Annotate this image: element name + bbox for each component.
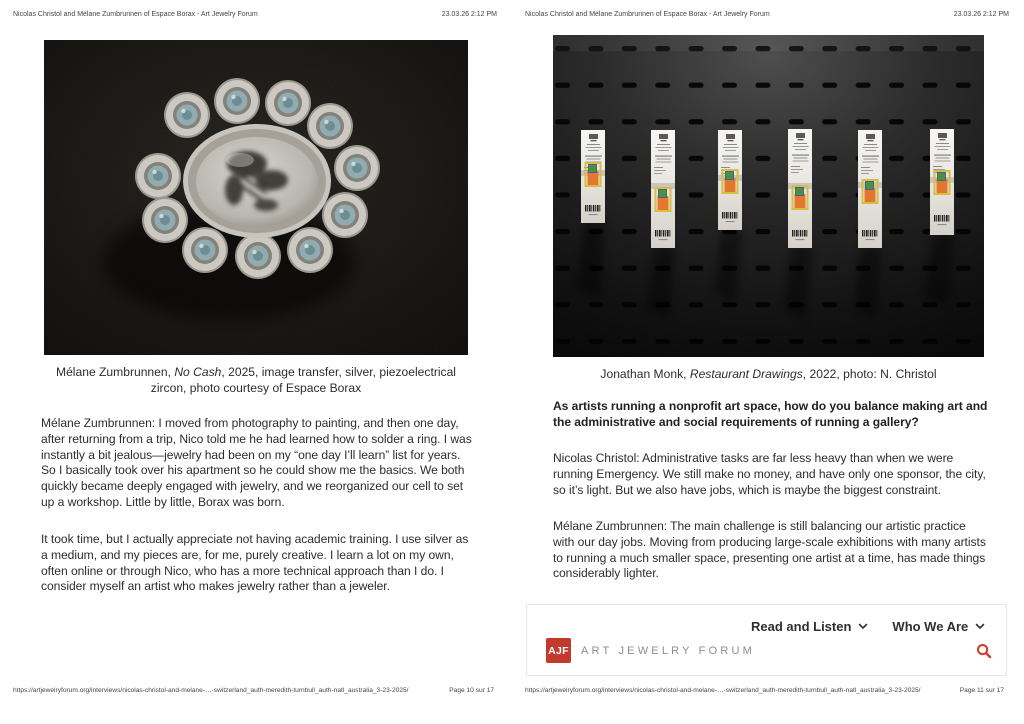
caption-details: , 2025, image transfer, silver, piezoelectrical zircon, photo courtesy of Espace Borax: [150, 365, 456, 395]
timestamp: 23.03.26 2:12 PM: [953, 11, 1009, 18]
ajf-logo-text: ART JEWELRY FORUM: [581, 644, 755, 657]
receipt-2: [651, 130, 675, 248]
nav-read-and-listen[interactable]: [751, 619, 868, 634]
paragraph-melane-1: Mélane Zumbrunnen: I moved from photography to painting, and then one day, after returning from a trip, Nico told me he had learned how to solder a ring. I was instantly a bit jealous—jewelry had been on my “one day I’ll learn” list for years. So I basically took over his apartment so he could show me the basics. We both quickly became deeply engaged with jewelry, and we reorganized our cell to set up a workshop. Little by little, Borax was born.: [41, 416, 472, 509]
brooch-photo-svg: [44, 40, 468, 355]
ajf-logo-mark: AJF: [546, 638, 571, 663]
chevron-down-icon: [858, 623, 868, 630]
receipt-4: [788, 129, 812, 248]
paragraph-melane-3: Mélane Zumbrunnen: The main challenge is still balancing our artistic practice with our day jobs. Moving from producing large-scale exhibitions with many artists to running a much smaller space, presenting one artist at a time, has made things considerably lighter.: [553, 519, 986, 581]
caption-left: [44, 364, 468, 396]
nav-who-we-are[interactable]: [892, 619, 985, 634]
nav-who-we-are-label: Who We Are: [892, 619, 969, 634]
page-header: [13, 11, 497, 18]
document-title: Nicolas Christol and Mélane Zumbrunnen of Espace Borax - Art Jewelry Forum: [525, 11, 770, 18]
receipts-photo: [553, 35, 984, 357]
page-number: Page 10 sur 17: [449, 687, 494, 694]
receipts-photo-svg: [553, 35, 984, 357]
caption-title: No Cash: [174, 365, 222, 379]
nav-read-and-listen-label: Read and Listen: [751, 619, 852, 634]
search-icon: [976, 643, 992, 659]
paragraph-melane-2: It took time, but I actually appreciate not having academic training. I use silver as a medium, and my pieces are, for me, purely creative. I learn a lot on my own, often online or through Nico, who has a more technical approach than I do. I consider myself an artist who makes jewelry rather than a jeweler.: [41, 532, 469, 594]
chevron-down-icon: [975, 623, 985, 630]
site-logo[interactable]: [546, 638, 755, 663]
search-button[interactable]: [975, 643, 993, 661]
source-url: https://artjewelryforum.org/interviews/nicolas-christol-and-melane-…-switzerland_auth-meredith-turnbull_auth-natl_australia_3-23-2025/: [13, 687, 409, 694]
caption-artist: Jonathan Monk,: [600, 367, 690, 381]
caption-details: , 2022, photo: N. Christol: [802, 367, 937, 381]
paragraph-nicolas: Nicolas Christol: Administrative tasks are far less heavy than when we were running Emergency. We still make no money, and have only one sponsor, the city, so it’s light. But we also have jobs, which is maybe the biggest constraint.: [553, 451, 986, 497]
page-11: [512, 0, 1024, 724]
receipt-1: [581, 130, 605, 223]
page-header: [525, 11, 1009, 18]
page-number: Page 11 sur 17: [959, 687, 1004, 694]
caption-title: Restaurant Drawings: [689, 367, 803, 381]
receipt-5: [858, 130, 882, 248]
receipt-3: [718, 130, 742, 230]
page-footer: [13, 687, 494, 694]
timestamp: 23.03.26 2:12 PM: [441, 11, 497, 18]
receipt-6: [930, 129, 954, 235]
page-footer: [525, 687, 1004, 694]
site-footer-band: [526, 604, 1007, 676]
site-nav: [751, 619, 985, 634]
source-url: https://artjewelryforum.org/interviews/nicolas-christol-and-melane-…-switzerland_auth-meredith-turnbull_auth-natl_australia_3-23-2025/: [525, 687, 921, 694]
interview-question: As artists running a nonprofit art space, how do you balance making art and the administrative and social requirements of running a gallery?: [553, 399, 988, 429]
brooch-photo: [44, 40, 468, 355]
caption-artist: Mélane Zumbrunnen,: [56, 365, 175, 379]
caption-right: [553, 366, 984, 382]
document-title: Nicolas Christol and Mélane Zumbrunnen of Espace Borax - Art Jewelry Forum: [13, 11, 258, 18]
